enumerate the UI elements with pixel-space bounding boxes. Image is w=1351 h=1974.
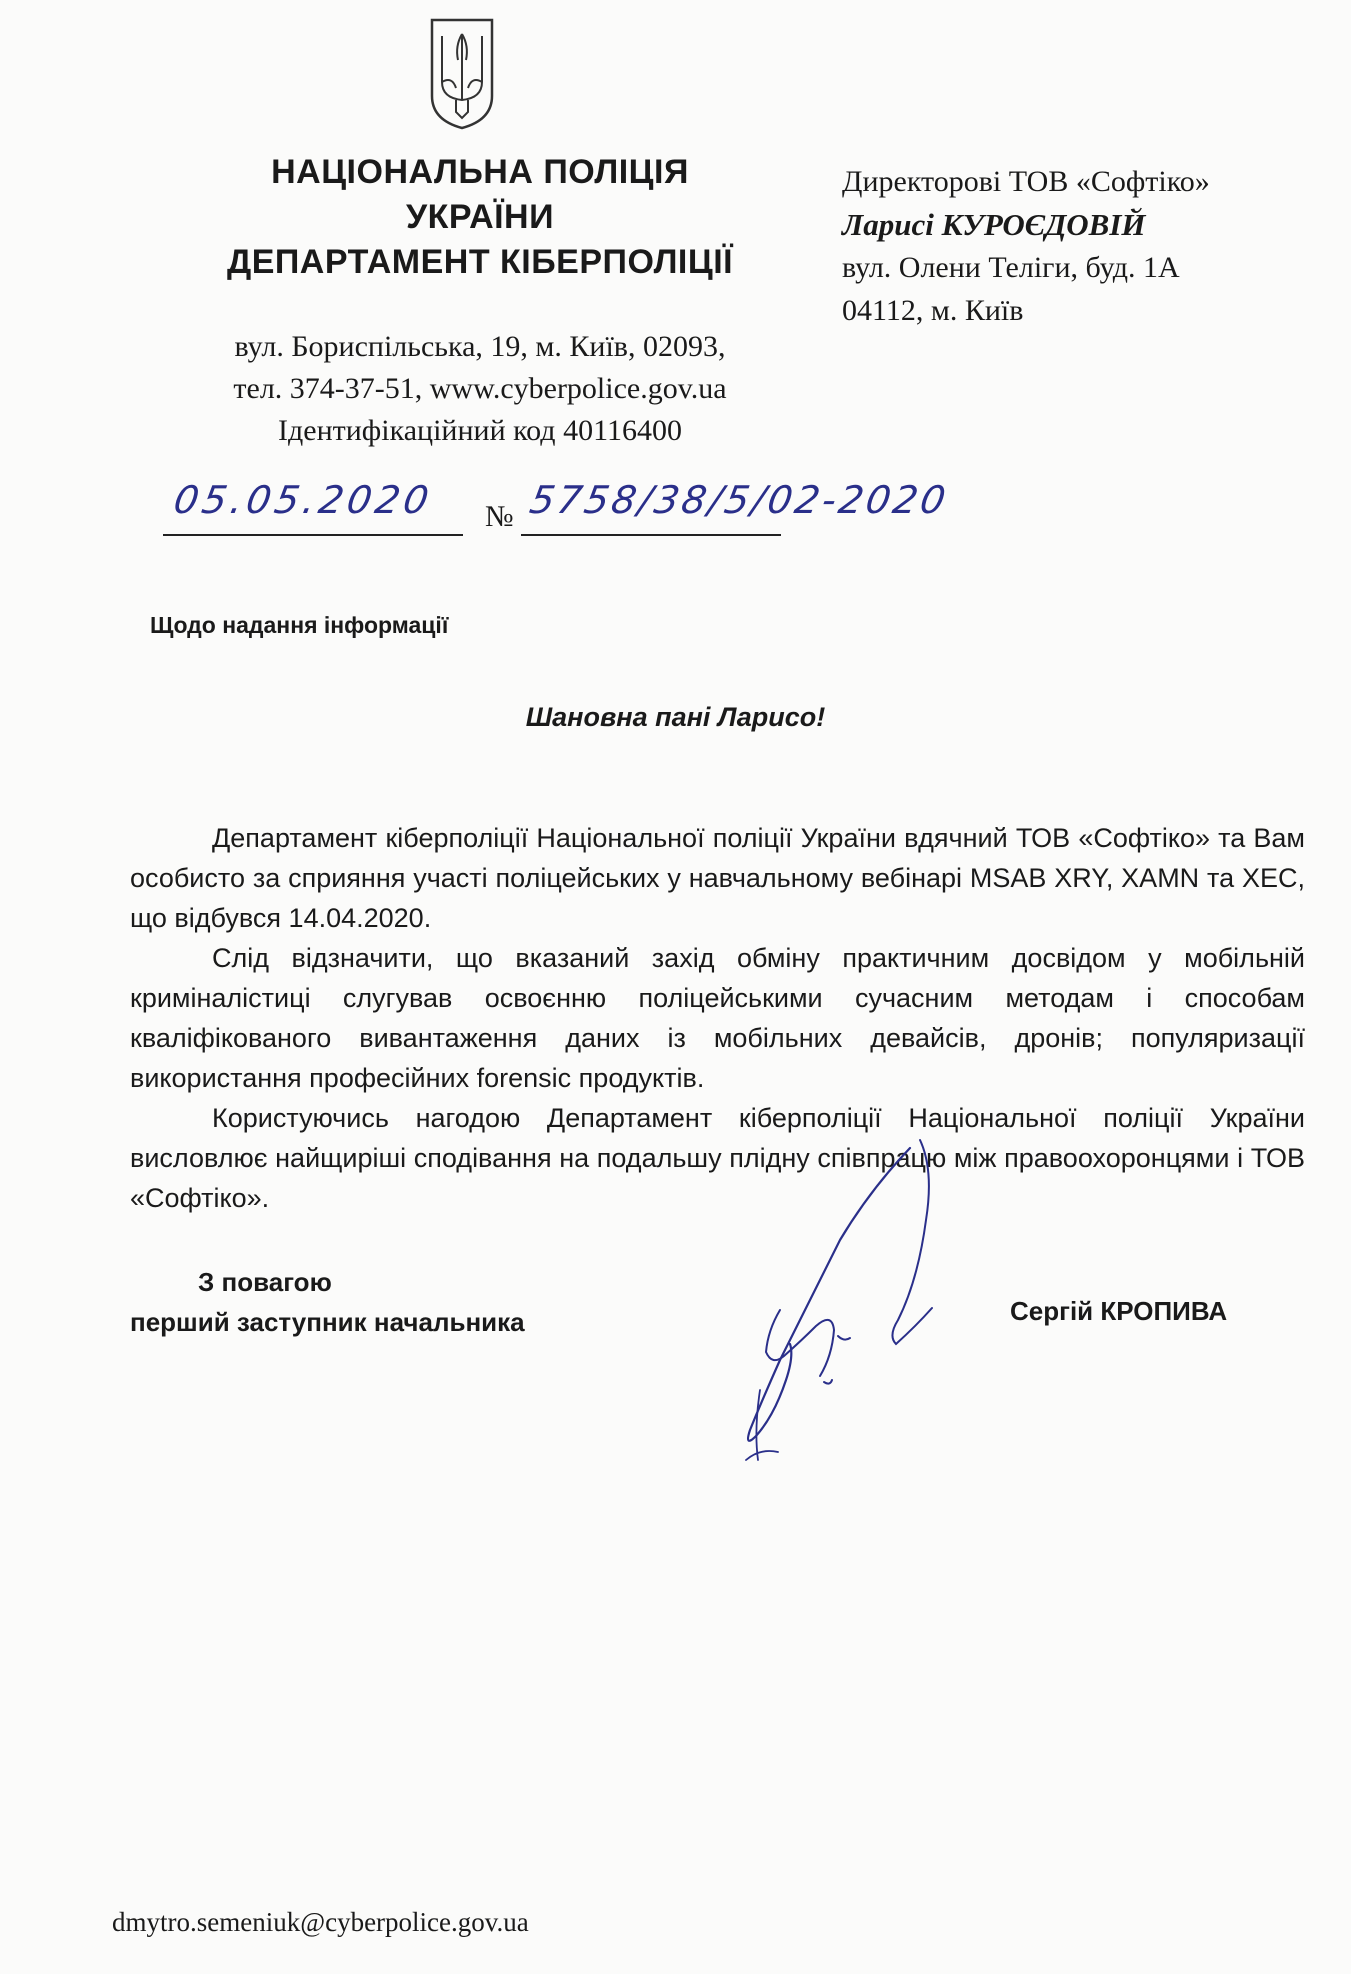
executor-email: dmytro.semeniuk@cyberpolice.gov.ua — [112, 1907, 529, 1937]
letter-subject: Щодо надання інформації — [150, 612, 449, 638]
closing-salutation: З повагою — [198, 1267, 332, 1297]
organization-address — [150, 326, 810, 452]
registration-number: 5758/38/5/02-2020 — [526, 478, 952, 522]
number-underline — [521, 534, 781, 536]
closing-block — [130, 1262, 525, 1342]
registration-date: 05.05.2020 — [170, 478, 436, 522]
handwritten-signature — [720, 1130, 980, 1490]
org-name-line3: ДЕПАРТАМЕНТ КІБЕРПОЛІЦІЇ — [226, 243, 734, 281]
recipient-city: 04112, м. Київ — [842, 294, 1024, 327]
registration-line — [163, 478, 952, 538]
recipient-block — [842, 160, 1322, 332]
recipient-street: вул. Олени Теліги, буд. 1А — [842, 251, 1180, 284]
signer-title: перший заступник начальника — [130, 1307, 525, 1337]
registration-number-label: № — [485, 500, 514, 533]
recipient-name: Ларисі КУРОЄДОВІЙ — [842, 207, 1146, 242]
letter-greeting: Шановна пані Ларисо! — [525, 702, 826, 732]
org-contacts-line: тел. 374-37-51, www.cyberpolice.gov.ua — [233, 372, 727, 405]
org-name-line1: НАЦІОНАЛЬНА ПОЛІЦІЯ — [271, 153, 689, 191]
letter-body — [130, 818, 1305, 1218]
date-underline — [163, 534, 463, 536]
signer-name: Сергій КРОПИВА — [1010, 1296, 1228, 1326]
body-paragraph: Користуючись нагодою Департамент кіберполіції Національної поліції України висловлює найщиріші сподівання на подальшу плідну співпрацю між правоохоронцями і ТОВ «Софтіко». — [130, 1103, 1305, 1213]
recipient-position: Директорові ТОВ «Софтіко» — [842, 165, 1210, 198]
org-address-line: вул. Бориспільська, 19, м. Київ, 02093, — [234, 330, 726, 363]
body-paragraph: Департамент кіберполіції Національної поліції України вдячний ТОВ «Софтіко» та Вам особисто за сприяння участі поліцейських у навчальному вебінарі MSAB XRY, XAMN та XEC, що відбувся 14.04.2020. — [130, 823, 1305, 933]
organization-header — [150, 150, 810, 285]
org-code-line: Ідентифікаційний код 40116400 — [278, 414, 682, 447]
trident-icon — [428, 16, 496, 132]
org-name-line2: УКРАЇНИ — [405, 198, 555, 236]
body-paragraph: Слід відзначити, що вказаний захід обміну практичним досвідом у мобільній криміналістиці слугував освоєнню поліцейськими сучасним методам і способам кваліфікованого вивантаження даних із мобільних девайсів, дронів; популяризації використання професійних forensic продуктів. — [130, 943, 1305, 1093]
